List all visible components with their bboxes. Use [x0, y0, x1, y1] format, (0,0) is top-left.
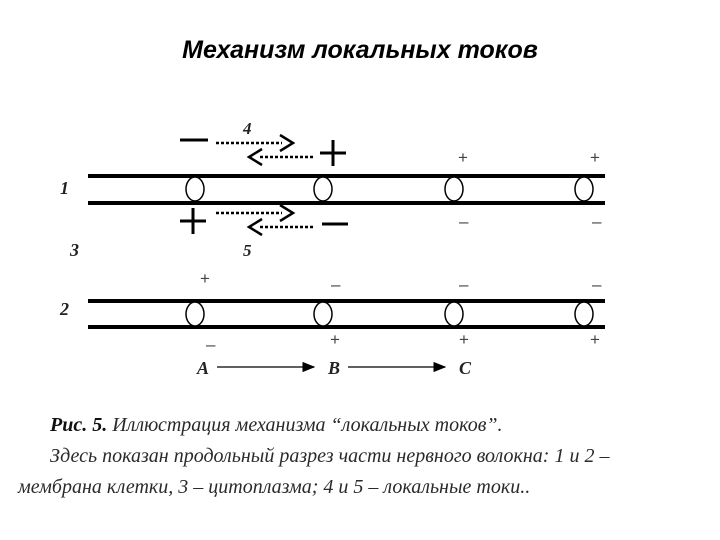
label-point-c: C: [459, 358, 472, 378]
figure-caption: [18, 410, 708, 503]
charge-plus-2b-outer: +: [330, 330, 340, 349]
local-current-5: [180, 205, 348, 260]
node-ranvier-2c: [445, 302, 463, 326]
charge-minus-2a-outer: –: [206, 335, 216, 354]
label-current-5: 5: [243, 241, 252, 260]
charge-minus-2d-inner: –: [592, 275, 602, 294]
propagation-row: [196, 358, 472, 378]
node-ranvier-2b: [314, 302, 332, 326]
label-membrane-2: 2: [60, 299, 69, 319]
caption-line-2: Здесь показан продольный разрез части нервного волокна: 1 и 2 –: [50, 445, 610, 467]
charge-plus-2d-outer: +: [590, 330, 600, 349]
caption-title: Иллюстрация механизма “локальных токов”.: [107, 414, 503, 436]
charge-plus-1c-outer: +: [458, 148, 468, 167]
caption-figure-number: Рис. 5.: [50, 414, 108, 436]
node-ranvier-1c: [445, 177, 463, 201]
charge-minus-2c-inner: –: [459, 275, 469, 294]
local-current-4: [180, 119, 346, 166]
node-ranvier-1b: [314, 177, 332, 201]
caption-line-1: [18, 410, 708, 441]
node-ranvier-2a: [186, 302, 204, 326]
caption-line-3: мембрана клетки, 3 – цитоплазма; 4 и 5 – локальные токи..: [18, 476, 531, 498]
charge-plus-2c-outer: +: [459, 330, 469, 349]
node-ranvier-1d: [575, 177, 593, 201]
node-ranvier-2d: [575, 302, 593, 326]
label-current-4: 4: [243, 119, 252, 138]
charge-minus-2b-inner: –: [331, 275, 341, 294]
node-ranvier-1a: [186, 177, 204, 201]
charge-minus-1c-inner: –: [459, 212, 469, 231]
membrane-2: [88, 301, 605, 327]
membrane-1: [88, 176, 605, 203]
charge-plus-1d-outer: +: [590, 148, 600, 167]
label-point-a: A: [197, 358, 210, 378]
label-membrane-1: 1: [60, 178, 69, 198]
charges-membrane-2: [200, 269, 602, 354]
slide-title: Механизм локальных токов: [182, 36, 538, 64]
charge-minus-1d-inner: –: [592, 212, 602, 231]
charge-plus-2a-inner: +: [200, 269, 210, 288]
label-point-b: B: [328, 358, 341, 378]
label-cytoplasm-3: 3: [70, 240, 79, 260]
